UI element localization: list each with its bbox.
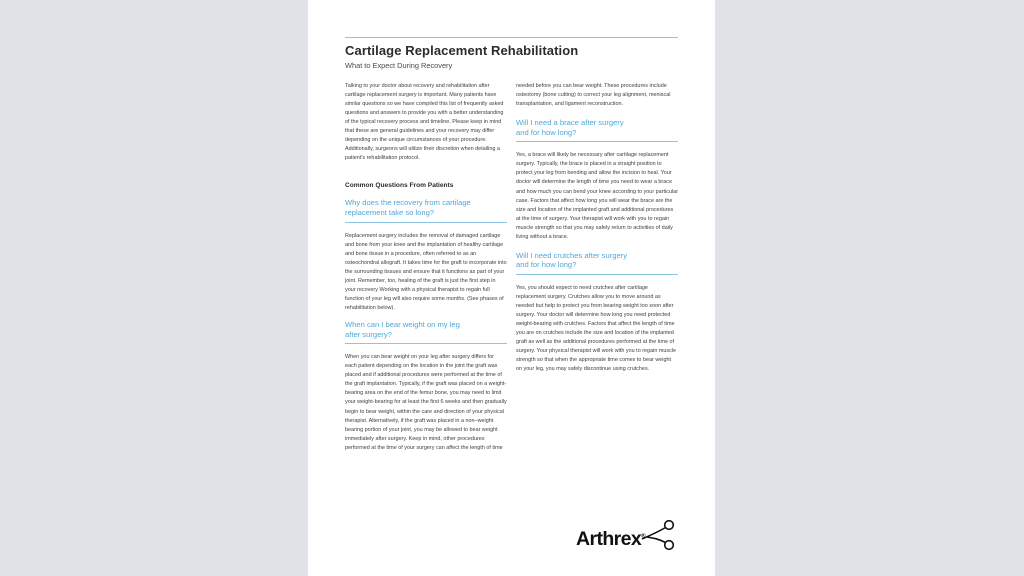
arthrex-logo — [576, 518, 678, 552]
header-rule — [345, 37, 678, 38]
faq-item — [516, 118, 678, 242]
left-column — [345, 82, 507, 453]
logo-scissors-icon — [638, 518, 678, 552]
logo-name: Arthrex — [576, 528, 642, 550]
document-page — [308, 0, 715, 576]
faq-question-line: and for how long? — [516, 127, 577, 137]
faq-question-line: Why does the recovery from cartilage — [345, 198, 471, 208]
faq-question-line: When can I bear weight on my leg — [345, 320, 460, 330]
registered-mark: ® — [641, 533, 646, 540]
intro-paragraph: Talking to your doctor about recovery and rehabilitation after cartilage replacement surgery is important. Many patients have similar questions so we have compiled this list of frequently asked questions and answers to provide you with a better understanding of the typical recovery process and timeline. Please keep in mind that these are general guidelines and your recovery may differ depending on the unique circumstances of your procedure. Additionally, surgeons will utilize their discretion when detailing a patient's rehabilitation protocol. — [345, 83, 504, 162]
faq-question — [516, 251, 678, 270]
faq-question — [345, 198, 507, 217]
faq-question — [345, 320, 507, 339]
faq-answer: Yes, you should expect to need crutches after cartilage replacement surgery. Crutches allow you to move around as needed but help to protect you from bearing weight too soon after surgery. Your doctor will determine how long you need protected weight-bearing with crutches. Factors that affect the length of time you are on crutches include the size and location of the implanted graft as well as the additional procedures performed at the time of surgery. Your physical therapist will work with you to regain muscle strength so that when the appropriate time comes to bear weight on your leg, you may safely discontinue using crutches. — [516, 284, 677, 373]
faq-question-line: and for how long? — [516, 260, 577, 270]
faq-question-line: Will I need crutches after surgery — [516, 250, 627, 260]
faq-question-line: replacement take so long? — [345, 208, 435, 218]
faq-answer: When you can bear weight on your leg after surgery differs for each patient depending on the location in the joint the graft was placed and if additional procedures were performed at the time of the graft implantation. Typically, if the graft was placed on a weight-bearing area on the end of the femur bone, you may need to limit your weight-bearing for at least the first 6 weeks and then gradually begin to bear weight, within the care and direction of your physical therapist. Alternatively, if the graft was placed in a non–weight bearing portion of your joint, you may be allowed to bear weight immediately after surgery. Keep in mind, other procedures performed at the time of your surgery can affect the length of time — [345, 354, 507, 451]
faq-answer: Replacement surgery includes the removal of damaged cartilage and bone from your knee and the implantation of healthy cartilage and bone tissue in a procedure, often referred to as an osteochondral allograft. It takes time for the graft to incorporate into the surrounding tissues and ensure that it functions as part of your joint. Remember, too, healing of the graft is just the first step in your recovery Working with a physical therapist to regain full function of your leg will also require some months. (See phases of rehabilitation below). — [345, 232, 507, 311]
faq-question-line: Will I need a brace after surgery — [516, 118, 624, 128]
document-title: Cartilage Replacement Rehabilitation — [345, 43, 579, 58]
section-heading: Common Questions From Patients — [345, 182, 454, 190]
faq-item — [345, 320, 507, 453]
faq-question-line: after surgery? — [345, 329, 392, 339]
logo-wordmark — [576, 528, 646, 551]
faq-answer-continued: needed before you can bear weight. These procedures include osteotomy (bone cutting) to correct your leg alignment, meniscal transplantation, and ligament reconstruction. — [516, 83, 671, 108]
document-subtitle: What to Expect During Recovery — [345, 61, 453, 70]
faq-answer: Yes, a brace will likely be necessary after cartilage replacement surgery. Typically, the brace is placed in a straight position to protect your leg from bending and allow the incision to heal. Your doctor will determine the length of time you need to wear a brace and how much you can bend your knee according to your particular case. Factors that affect how long you will wear the brace are the size and location of the implanted graft and additional procedures at the time of surgery. Your therapist will work with you to regain muscle strength so that you may safely return to activities of daily living without a brace. — [516, 152, 679, 240]
faq-item — [345, 198, 507, 313]
right-column — [516, 82, 678, 374]
faq-item — [516, 251, 678, 375]
faq-question — [516, 118, 678, 137]
